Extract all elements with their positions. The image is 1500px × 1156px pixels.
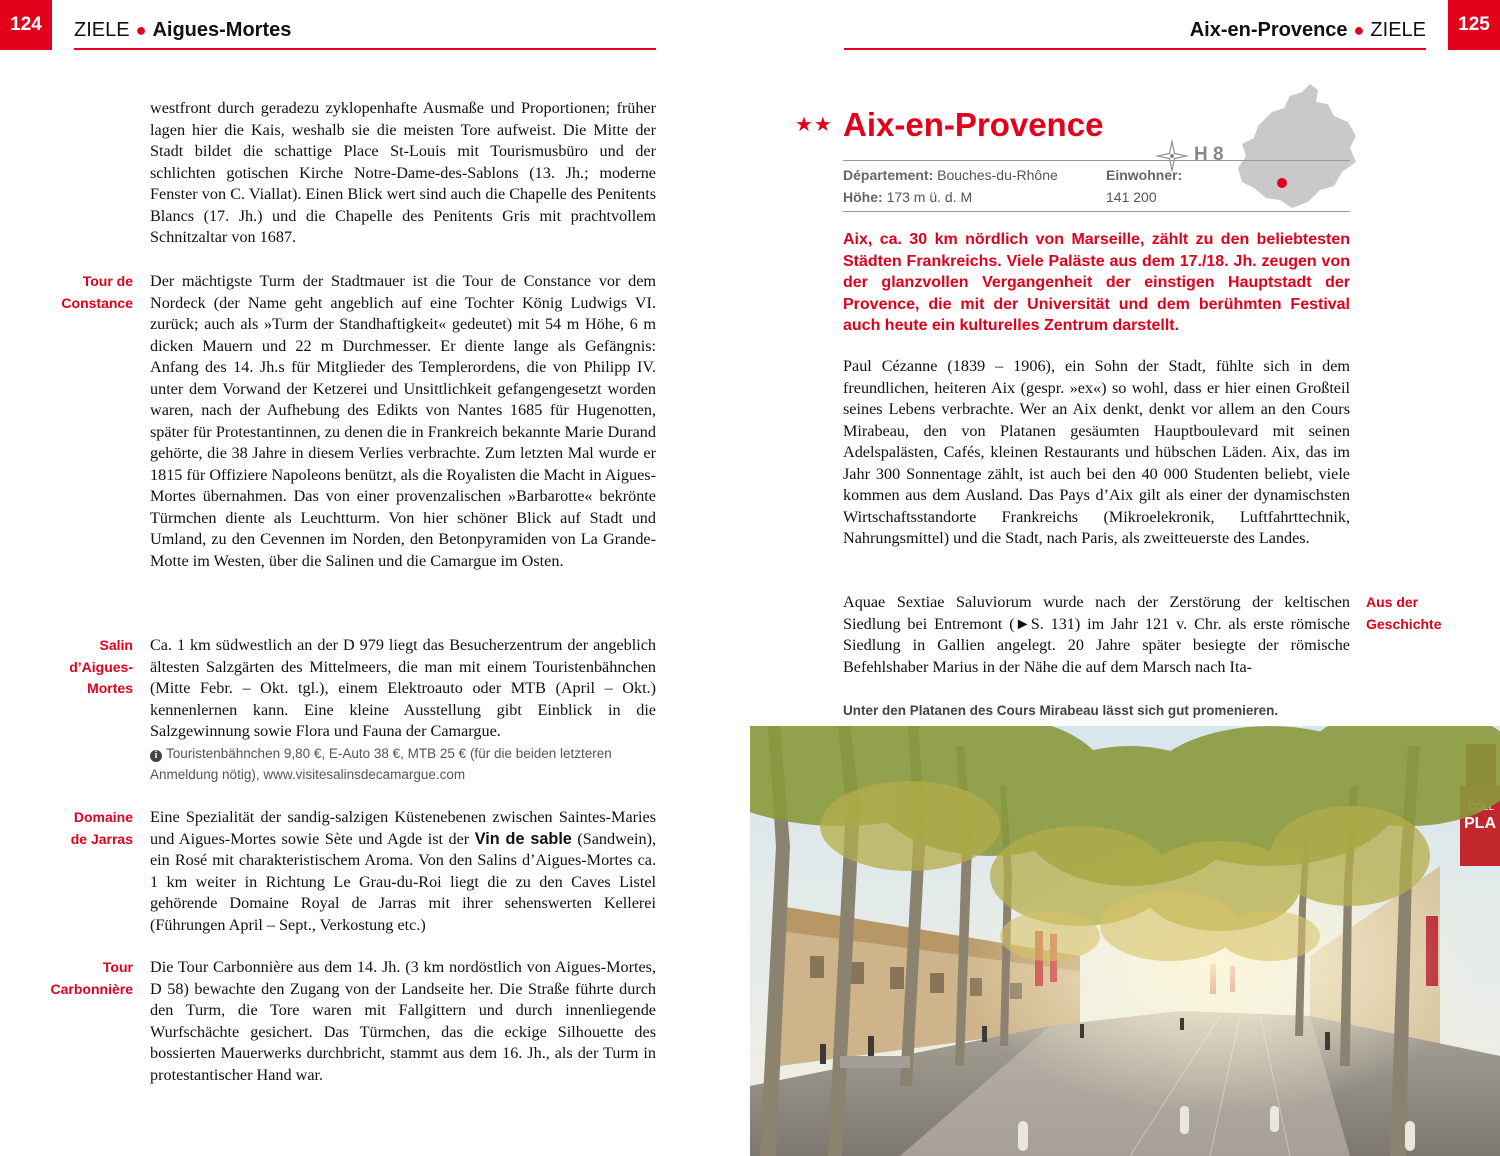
paragraph-history: Aquae Sextiae Saluviorum wurde nach der Zerstörung der keltischen Siedlung bei Entremont (►S. 131) im Jahr 121 v. Chr. als erste römische Siedlung in Gallien angelegt. 20 Jahre später besiegte der römische Befehlshaber Marius in der Nähe die auf dem Marsch nach Ita- — [843, 593, 1350, 676]
info-text: Touristenbähnchen 9,80 €, E-Auto 38 €, MTB 25 € (für die beiden letzteren Anmeldung nötig), www.visitesalinsdecamargue.com — [150, 745, 612, 782]
header-section: ZIELE — [1370, 19, 1426, 41]
label-line: d’Aigues- — [69, 658, 133, 675]
page-number-left: 124 — [0, 0, 52, 50]
jarras-text-a: Eine Spezialität der sandig-salzigen Küstenebenen zwischen Saintes-Maries und Aigues-Mortes sowie Sète und Agde ist der — [150, 808, 656, 848]
vin-de-sable: Vin de sable — [474, 829, 572, 848]
margin-label-history — [1366, 592, 1476, 635]
bullet-icon: ● — [1353, 20, 1365, 40]
header-section: ZIELE — [74, 19, 130, 41]
paragraph-tour-de-constance: Der mächtigste Turm der Stadtmauer ist die Tour de Constance vor dem Nordeck (der Name geht angeblich auf eine Tochter König Ludwigs VI. zurück; auch als »Turm der Standhaftigkeit« gedeutet) mit 54 m Höhe, 6 m dicken Mauern und 22 m Durchmesser. Er diente lange als Gefängnis: Anfang des 14. Jh.s für Mitglieder des Templerordens, die von Philipp IV. unter dem Vorwand der Ketzerei und Unsittlichkeit gefangengesetzt worden waren, nach der Aufhebung des Edikts von Nantes 1685 für Hugenotten, später für Protestantinnen, zu denen die in Frankreich bekannte Marie Durand gehörte, die 38 Jahre in diesem Verlies verbrachte. Zum letzten Mal wurde er 1815 für Offiziere Napoleons benützt, als die Royalisten die Macht in Aigues-Mortes übernahmen. Das von einer provenzalischen »Barbarotte« bekrönte Türmchen diente als Leuchtturm. Von hier schöner Blick auf Stadt und Umland, zu den Cevennen im Norden, den Betonpyramiden von La Grande-Motte im Westen, über die Salinen und die Camargue im Osten. — [150, 272, 656, 570]
label-line: Tour — [102, 959, 133, 975]
fact-label: Département: — [843, 167, 934, 183]
paragraph-tour-carbonniere: Die Tour Carbonnière aus dem 14. Jh. (3 km nordöstlich von Aigues-Mortes, D 58) bewachte den Zugang von der Landseite her. Die Straße führte durch den Turm, die Tore waren mit Fallgittern und durch innenliegende Wurfschächte gesichert. Das Türmchen, das die eckige Silhouette des bossierten Mauerwerks durchbricht, stammt aus dem 16. Jh., als der Turm in protestantischer Hand war. — [150, 958, 656, 1084]
header-place: Aix-en-Provence — [1189, 19, 1348, 41]
label-line: Geschichte — [1366, 615, 1442, 632]
destination-title: Aix-en-Provence — [843, 106, 1104, 143]
info-line — [150, 743, 656, 786]
label-line: Mortes — [87, 680, 133, 696]
fact-label: Einwohner: — [1106, 167, 1183, 183]
lead-paragraph: Aix, ca. 30 km nördlich von Marseille, zählt zu den beliebtesten Städten Frankreichs. Viele Paläste aus dem 17./18. Jh. zeugen von der glanzvollen Vergangenheit der einstigen Hauptstadt der Provence, die mit der Universität und dem berühmten Festival auch heute ein kulturelles Zentrum darstellt. — [843, 231, 1350, 334]
rating-stars-icon: ★★ — [795, 114, 833, 136]
page-number-right: 125 — [1448, 0, 1500, 50]
margin-label-tour-carbonniere — [30, 957, 133, 1000]
running-header-right — [844, 14, 1426, 50]
margin-label-salin — [30, 635, 133, 700]
header-place: Aigues-Mortes — [152, 19, 292, 41]
info-icon: i — [150, 750, 162, 762]
label-line: Carbonnière — [50, 980, 133, 997]
fact-column-right — [1106, 164, 1182, 208]
jarras-text-b: (Sandwein), ein Rosé mit charakteristischem Aroma. Von den Salins d’Aigues-Mortes ca. 1 km weiter in Richtung Le Grau-du-Roi liegt die zu den Caves Listel gehörende Domaine Royal de Jarras mit ihrer sehenswerten Kellerei (Führungen April – Sept., Verkostung etc.) — [150, 829, 657, 934]
fact-column-left — [843, 164, 1058, 208]
label-line: Tour de — [82, 273, 133, 289]
fact-hoehe — [843, 186, 1058, 208]
fact-value: 141 200 — [1106, 189, 1157, 205]
paragraph-city-center: westfront durch geradezu zyklopenhafte Ausmaße und Proportionen; früher lagen hier die Kais, weshalb sie die meisten Tore aufweist. Die Mitte der Stadt bildet die schattige Place St-Louis mit Tourismusbüro und der schlichten gotischen Kirche Notre-Dame-des-Sablons (13. Jh.; moderne Fenster von C. Viallat). Einen Blick wert sind auch die Chapelle des Penitents Blancs (17. Jh.) und die Chapelle des Penitents Gris mit prachtvollem Schnitzaltar von 1687. — [150, 99, 656, 246]
paragraph-domaine-de-jarras — [150, 807, 656, 936]
cours-mirabeau-photo — [750, 726, 1500, 1156]
fact-box — [843, 160, 1350, 212]
paragraph-salin — [150, 635, 656, 786]
label-line: de Jarras — [70, 830, 133, 847]
label-line: Domaine — [73, 809, 133, 825]
fact-label: Höhe: — [843, 189, 883, 205]
label-line: Salin — [99, 637, 133, 653]
label-line: Aus der — [1366, 594, 1419, 610]
margin-label-domaine-de-jarras — [30, 807, 133, 850]
fact-value: 173 m ü. d. M — [886, 189, 973, 205]
salin-text: Ca. 1 km südwestlich an der D 979 liegt das Besucherzentrum der angeblich ältesten Salzgärten des Mittelmeers, die man mit einem Touristenbähnchen (Mitte Febr. – Okt. tgl.), einem Elektroauto oder MTB (April – Okt.) kennenlernen kann. Eine kleine Ausstellung gibt Einblick in die Salzgewinnung sowie Flora und Fauna der Camargue. — [150, 636, 656, 740]
paragraph-cezanne: Paul Cézanne (1839 – 1906), ein Sohn der Stadt, fühlte sich in dem freundlichen, heiteren Aix (gespr. »ex«) so wohl, dass er hier einen Großteil seines Lebens verbrachte. Wer an Aix denkt, denkt vor allem an den Cours Mirabeau, den von Platanen gesäumten Hauptboulevard mit seinen Adelspalästen, Cafés, kleinen Restaurants und hübschen Läden. Aix, das im Jahr 300 Sonnentage zählt, ist auch bei den 40 000 Studenten beliebt, viele kommen aus dem Ausland. Das Pays d’Aix gilt als einer der dynamischsten Wirtschaftsstandorte Frankreichs (Mikroelekronik, Luftfahrttechnik, Nahrungsmittel) und die Stadt, nach Paris, als zweitteuerste des Landes. — [843, 357, 1350, 547]
photo-caption: Unter den Platanen des Cours Mirabeau lässt sich gut promenieren. — [843, 703, 1279, 718]
running-header-left — [74, 14, 656, 50]
fact-departement — [843, 164, 1058, 186]
bullet-icon: ● — [135, 20, 147, 40]
label-line: Constance — [61, 294, 133, 311]
margin-label-tour-de-constance — [30, 271, 133, 314]
fact-value: Bouches-du-Rhône — [937, 167, 1058, 183]
map-grid-reference: H 8 — [1194, 144, 1224, 165]
